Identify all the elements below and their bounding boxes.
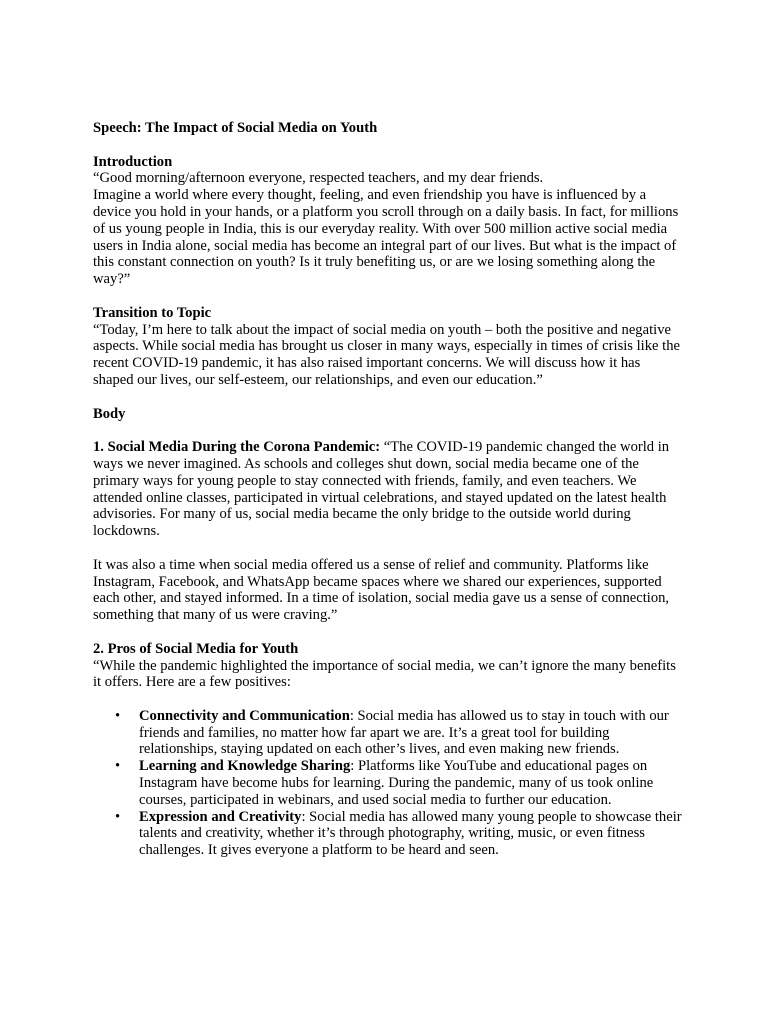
section1-paragraph2: It was also a time when social media offered us a sense of relief and community. Platforms like Instagram, Facebook, and WhatsApp became spaces where we shared our experiences, supported each other, and stayed informed. In a time of isolation, social media gave us a sense of connection, something that many of us were craving.” — [93, 556, 670, 624]
list-item — [93, 758, 683, 808]
pros-list — [93, 708, 683, 859]
section2-intro: “While the pandemic highlighted the importance of social media, we can’t ignore the many benefits it offers. Here are a few positives: — [93, 657, 676, 691]
body-heading: Body — [93, 405, 126, 422]
spacer — [93, 288, 683, 305]
list-item-text: : Social media has allowed us to stay in touch with our friends and families, no matter how far apart we are. It’s a great tool for building relationships, staying updated on each other’s lives, and even making new friends. — [139, 707, 669, 758]
section1-paragraph1 — [93, 439, 683, 540]
introduction-heading: Introduction — [93, 153, 173, 170]
list-item-term: Connectivity and Communication — [139, 707, 350, 724]
transition-paragraph: “Today, I’m here to talk about the impact of social media on youth – both the positive and negative aspects. While social media has brought us closer in many ways, especially in times of crisis like the recent COVID-19 pandemic, it has also raised important concerns. We will discuss how it has shaped our lives, our self-esteem, our relationships, and even our education.” — [93, 321, 680, 388]
list-item-text: : Platforms like YouTube and educational pages on Instagram have become hubs for learning. During the pandemic, many of us took online courses, participated in webinars, and used social media to further our education. — [139, 758, 654, 808]
list-item-term: Expression and Creativity — [139, 808, 302, 825]
introduction-paragraph: Imagine a world where every thought, feeling, and even friendship you have is influenced by a device you hold in your hands, or a platform you scroll through on a daily basis. In fact, for millions of us young people in India, this is our everyday reality. With over 500 million active social media users in India alone, social media has become an integral part of our lives. But what is the impact of this constant connection on youth? Is it truly benefiting us, or are we losing something along the way?” — [93, 187, 679, 288]
list-item — [93, 708, 683, 758]
spacer — [93, 540, 683, 557]
spacer — [93, 389, 683, 406]
document-page — [93, 120, 683, 859]
list-item — [93, 809, 683, 859]
bullet-icon: • — [115, 758, 121, 775]
bullet-icon: • — [115, 808, 121, 825]
transition-heading: Transition to Topic — [93, 304, 212, 321]
spacer — [93, 422, 683, 439]
spacer — [93, 624, 683, 641]
section1-heading: 1. Social Media During the Corona Pandemic: — [93, 439, 381, 456]
list-item-term: Learning and Knowledge Sharing — [139, 758, 351, 775]
introduction-greeting: “Good morning/afternoon everyone, respected teachers, and my dear friends. — [93, 170, 544, 187]
section2-heading: 2. Pros of Social Media for Youth — [93, 640, 299, 657]
list-item-text: : Social media has allowed many young people to showcase their talents and creativity, whether it’s through photography, writing, music, or even fitness challenges. It gives everyone a platform to be heard and seen. — [139, 808, 682, 859]
section1-text: “The COVID-19 pandemic changed the world in ways we never imagined. As schools and colleges shut down, social media became one of the primary ways for young people to stay connected with friends, family, and even teachers. We attended online classes, participated in virtual celebrations, and stayed updated on the latest health advisories. For many of us, social media became the only bridge to the outside world during lockdowns. — [93, 439, 670, 540]
document-title: Speech: The Impact of Social Media on Youth — [93, 120, 378, 136]
bullet-icon: • — [115, 707, 121, 724]
spacer — [93, 691, 683, 708]
spacer — [93, 137, 683, 154]
